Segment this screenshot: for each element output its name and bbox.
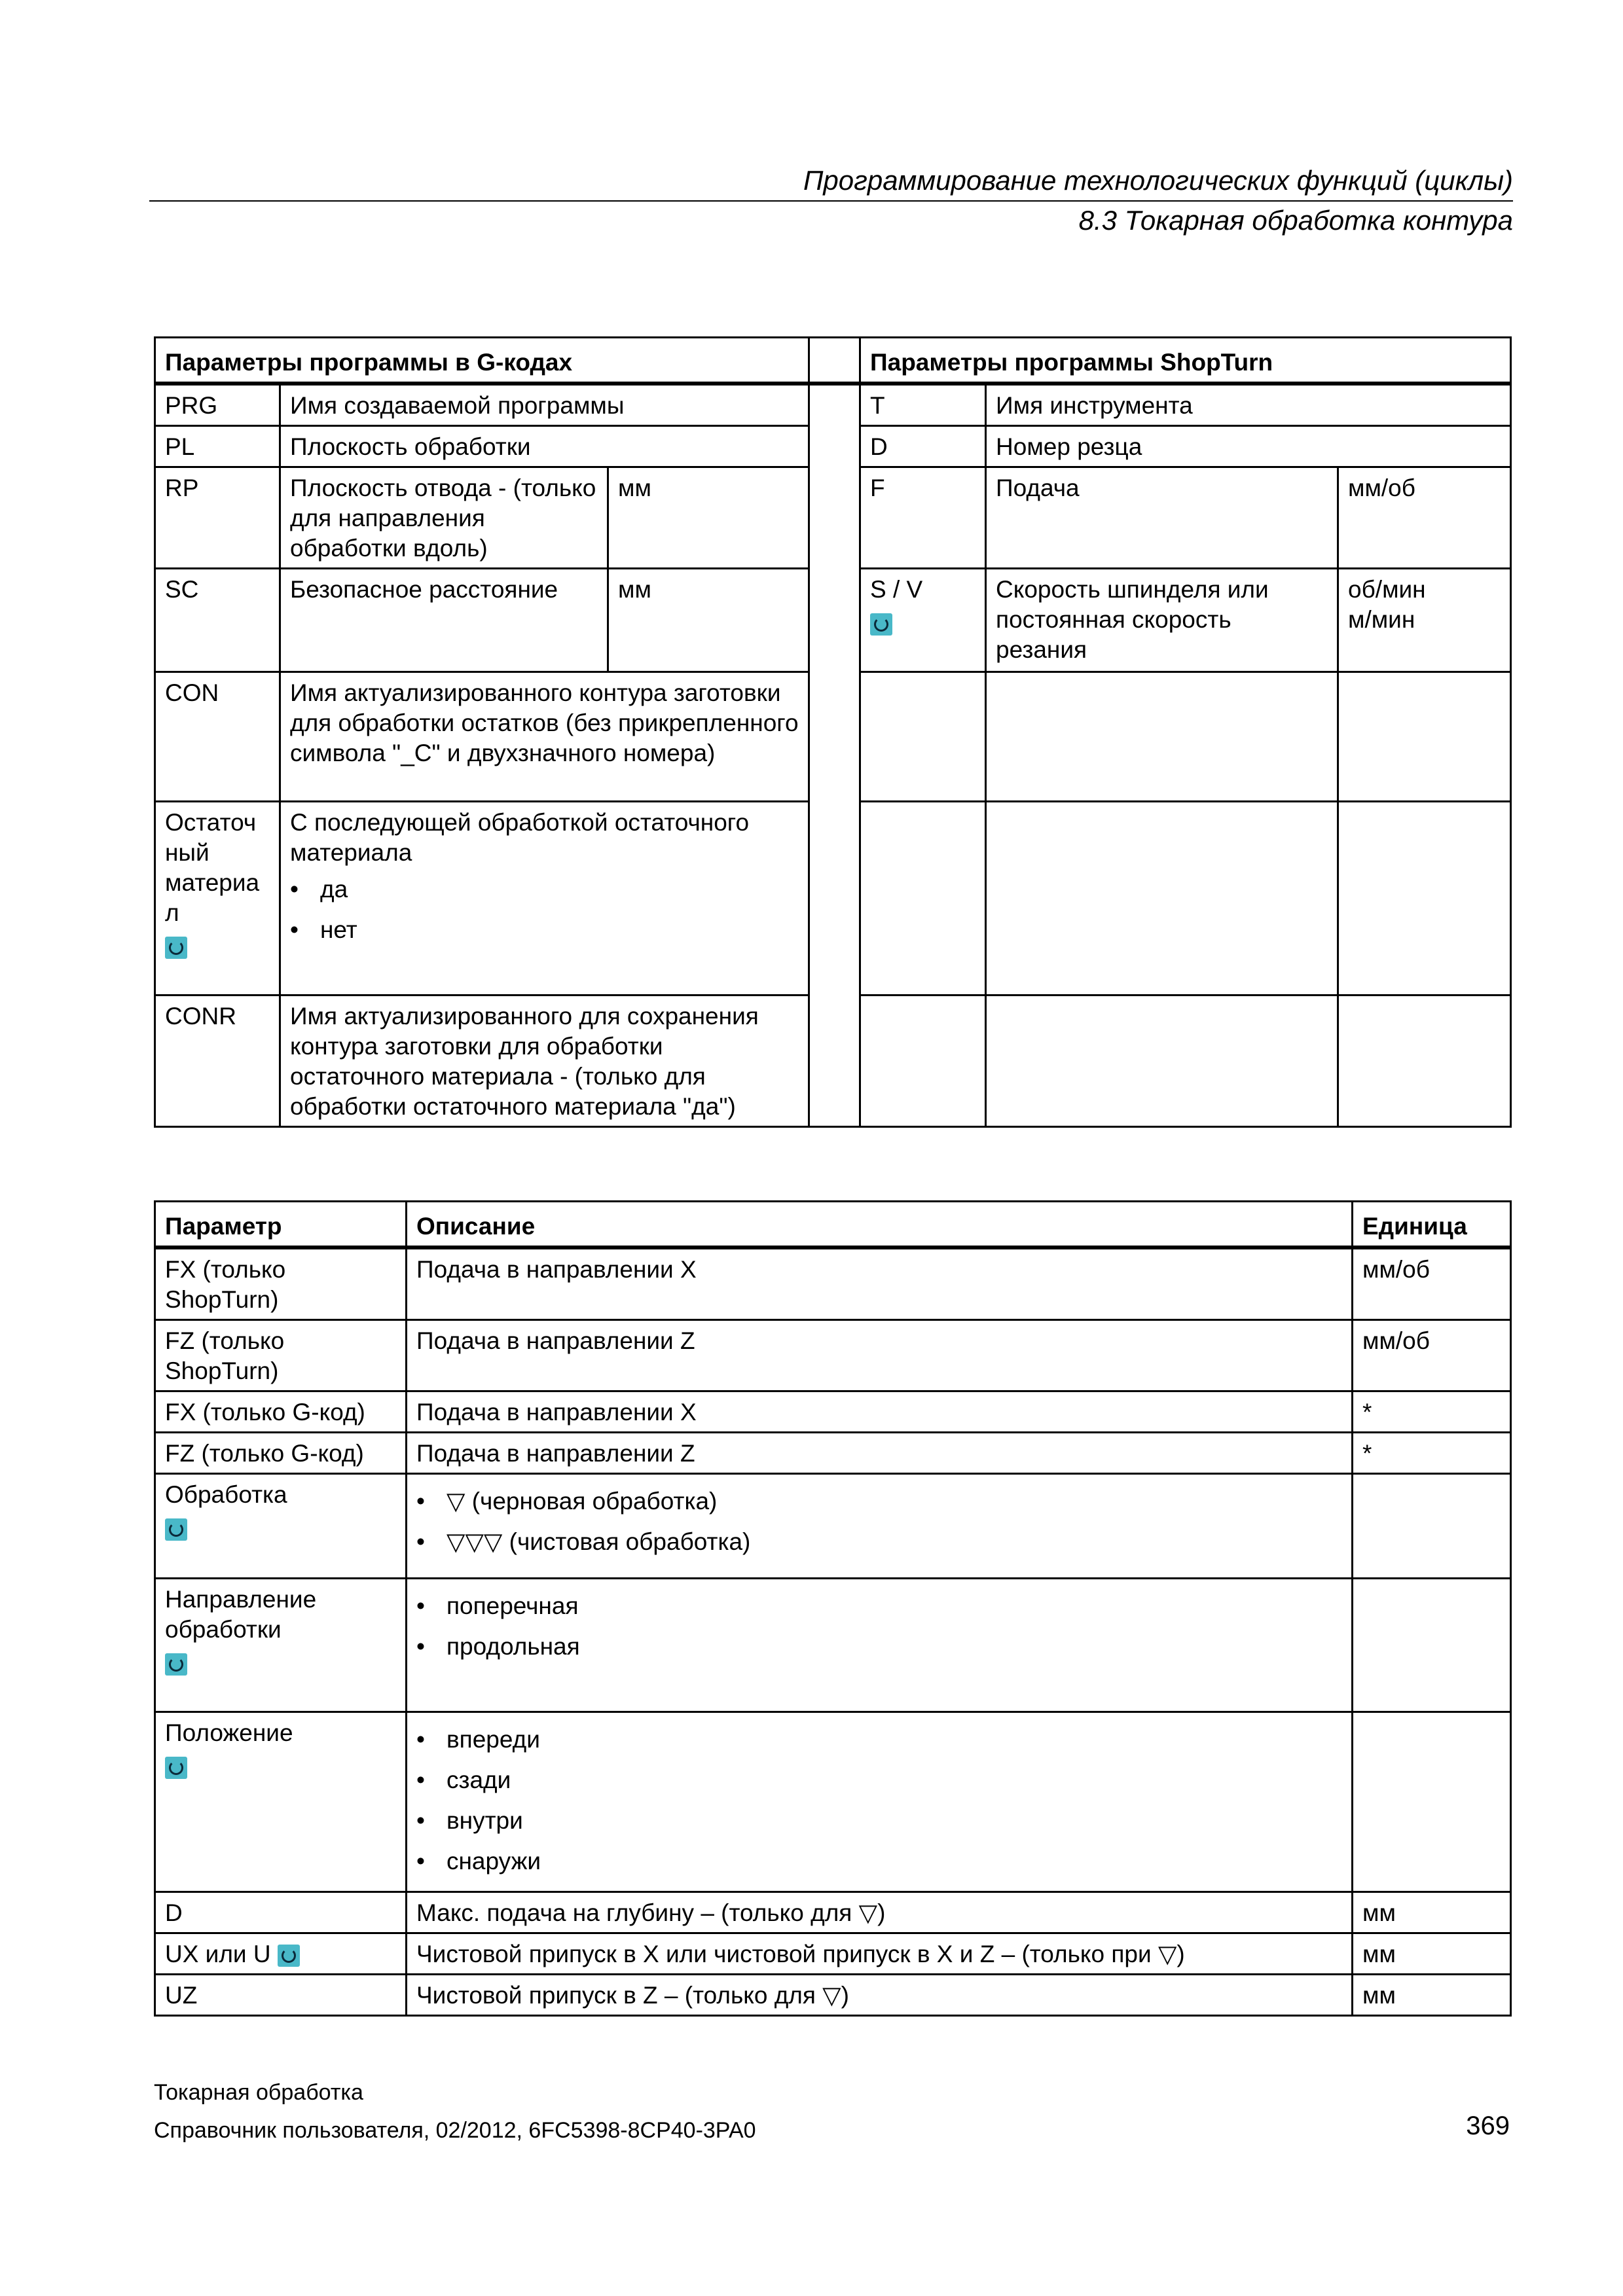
desc-cell: Чистовой припуск в X или чистовой припуск в X и Z – (только при ▽) bbox=[407, 1933, 1353, 1975]
option-item: • ▽▽▽ (чистовая обработка) bbox=[447, 1527, 1342, 1557]
param-cell: CONR bbox=[155, 996, 280, 1127]
unit-cell: мм/об bbox=[1338, 467, 1511, 569]
toggle-icon[interactable] bbox=[165, 1757, 187, 1779]
unit-cell: мм bbox=[1353, 1975, 1511, 2016]
desc-cell bbox=[407, 1474, 1353, 1579]
toggle-icon[interactable] bbox=[278, 1945, 300, 1967]
desc-cell: Имя актуализированного контура заготовки для обработки остатков (без прикрепленного символа "_C" и двухзначного номера) bbox=[280, 672, 809, 802]
option-list bbox=[416, 1486, 1342, 1557]
param-label: UX или U bbox=[165, 1941, 271, 1967]
option-list bbox=[416, 1725, 1342, 1876]
unit-cell: мм bbox=[608, 569, 809, 672]
desc-cell: Подача в направлении Z bbox=[407, 1320, 1353, 1391]
desc-cell: Имя создаваемой программы bbox=[280, 384, 809, 426]
desc-cell: Имя инструмента bbox=[986, 384, 1511, 426]
desc-cell: Чистовой припуск в Z – (только для ▽) bbox=[407, 1975, 1353, 2016]
option-item: • нет bbox=[320, 915, 799, 945]
param-cell: SC bbox=[155, 569, 280, 672]
unit-cell bbox=[1338, 569, 1511, 672]
param-cell bbox=[155, 1933, 407, 1975]
option-item: • сзади bbox=[447, 1765, 1342, 1795]
toggle-icon[interactable] bbox=[165, 937, 187, 959]
header-divider bbox=[149, 200, 1513, 202]
unit-cell: мм bbox=[1353, 1933, 1511, 1975]
option-list bbox=[416, 1591, 1342, 1662]
unit-cell bbox=[1353, 1712, 1511, 1892]
toggle-icon[interactable] bbox=[870, 613, 892, 636]
param-cell: D bbox=[860, 426, 986, 467]
option-item: • поперечная bbox=[447, 1591, 1342, 1621]
desc-text: С последующей обработкой остаточного материала bbox=[290, 809, 750, 866]
desc-cell: Плоскость обработки bbox=[280, 426, 809, 467]
param-cell: T bbox=[860, 384, 986, 426]
desc-cell: Плоскость отвода - (только для направления обработки вдоль) bbox=[280, 467, 608, 569]
param-cell: FZ (только ShopTurn) bbox=[155, 1320, 407, 1391]
param-cell bbox=[155, 802, 280, 996]
desc-cell: Номер резца bbox=[986, 426, 1511, 467]
desc-cell bbox=[280, 802, 809, 996]
desc-cell: Имя актуализированного для сохранения контура заготовки для обработки остаточного материала - (только для обработки остаточного материала "да") bbox=[280, 996, 809, 1127]
param-header: Параметр bbox=[155, 1202, 407, 1248]
param-cell: CON bbox=[155, 672, 280, 802]
option-item: • впереди bbox=[447, 1725, 1342, 1755]
desc-cell bbox=[407, 1579, 1353, 1712]
param-cell: PL bbox=[155, 426, 280, 467]
param-label: Остаточ ный материа л bbox=[165, 809, 260, 926]
desc-cell: Подача в направлении X bbox=[407, 1247, 1353, 1320]
option-list bbox=[290, 874, 799, 945]
desc-cell: Скорость шпинделя или постоянная скорость резания bbox=[986, 569, 1338, 672]
unit-header: Единица bbox=[1353, 1202, 1511, 1248]
page-number: 369 bbox=[1466, 2111, 1510, 2140]
unit-cell: мм bbox=[608, 467, 809, 569]
unit-cell bbox=[1353, 1579, 1511, 1712]
desc-cell: Подача в направлении Z bbox=[407, 1433, 1353, 1474]
option-item: • продольная bbox=[447, 1632, 1342, 1662]
param-cell bbox=[860, 569, 986, 672]
option-item: • да bbox=[320, 874, 799, 905]
desc-cell bbox=[407, 1712, 1353, 1892]
gcode-shopturn-table bbox=[154, 336, 1512, 1128]
unit-cell: * bbox=[1353, 1433, 1511, 1474]
param-label: Положение bbox=[165, 1719, 293, 1746]
option-item: • ▽ (черновая обработка) bbox=[447, 1486, 1342, 1516]
chapter-title: Программирование технологических функций (циклы) bbox=[803, 165, 1513, 196]
desc-cell: Макс. подача на глубину – (только для ▽) bbox=[407, 1892, 1353, 1933]
param-cell bbox=[155, 1474, 407, 1579]
param-label: Направление обработки bbox=[165, 1586, 317, 1643]
param-cell: FX (только ShopTurn) bbox=[155, 1247, 407, 1320]
param-cell bbox=[155, 1579, 407, 1712]
desc-cell: Безопасное расстояние bbox=[280, 569, 608, 672]
param-cell: UZ bbox=[155, 1975, 407, 2016]
param-cell: F bbox=[860, 467, 986, 569]
unit-cell bbox=[1353, 1474, 1511, 1579]
gcode-header: Параметры программы в G-кодах bbox=[155, 338, 809, 384]
shopturn-header: Параметры программы ShopTurn bbox=[860, 338, 1511, 384]
param-cell: D bbox=[155, 1892, 407, 1933]
desc-header: Описание bbox=[407, 1202, 1353, 1248]
desc-cell: Подача в направлении X bbox=[407, 1391, 1353, 1433]
unit-line: об/мин bbox=[1348, 576, 1426, 603]
param-label: Обработка bbox=[165, 1481, 287, 1508]
param-cell: PRG bbox=[155, 384, 280, 426]
param-cell: FZ (только G-код) bbox=[155, 1433, 407, 1474]
option-item: • внутри bbox=[447, 1806, 1342, 1836]
param-cell: FX (только G-код) bbox=[155, 1391, 407, 1433]
spacer-header bbox=[809, 338, 860, 384]
option-item: • снаружи bbox=[447, 1846, 1342, 1876]
parameter-table bbox=[154, 1200, 1512, 2017]
unit-cell: * bbox=[1353, 1391, 1511, 1433]
unit-line: м/мин bbox=[1348, 606, 1415, 633]
footer-title: Токарная обработка bbox=[154, 2080, 363, 2105]
param-cell bbox=[155, 1712, 407, 1892]
desc-cell: Подача bbox=[986, 467, 1338, 569]
toggle-icon[interactable] bbox=[165, 1518, 187, 1541]
param-label: S / V bbox=[870, 576, 923, 603]
unit-cell: мм/об bbox=[1353, 1247, 1511, 1320]
param-cell: RP bbox=[155, 467, 280, 569]
toggle-icon[interactable] bbox=[165, 1653, 187, 1676]
unit-cell: мм/об bbox=[1353, 1320, 1511, 1391]
unit-cell: мм bbox=[1353, 1892, 1511, 1933]
section-title: 8.3 Токарная обработка контура bbox=[1078, 205, 1513, 236]
footer-manual: Справочник пользователя, 02/2012, 6FC5398-8CP40-3PA0 bbox=[154, 2118, 756, 2143]
